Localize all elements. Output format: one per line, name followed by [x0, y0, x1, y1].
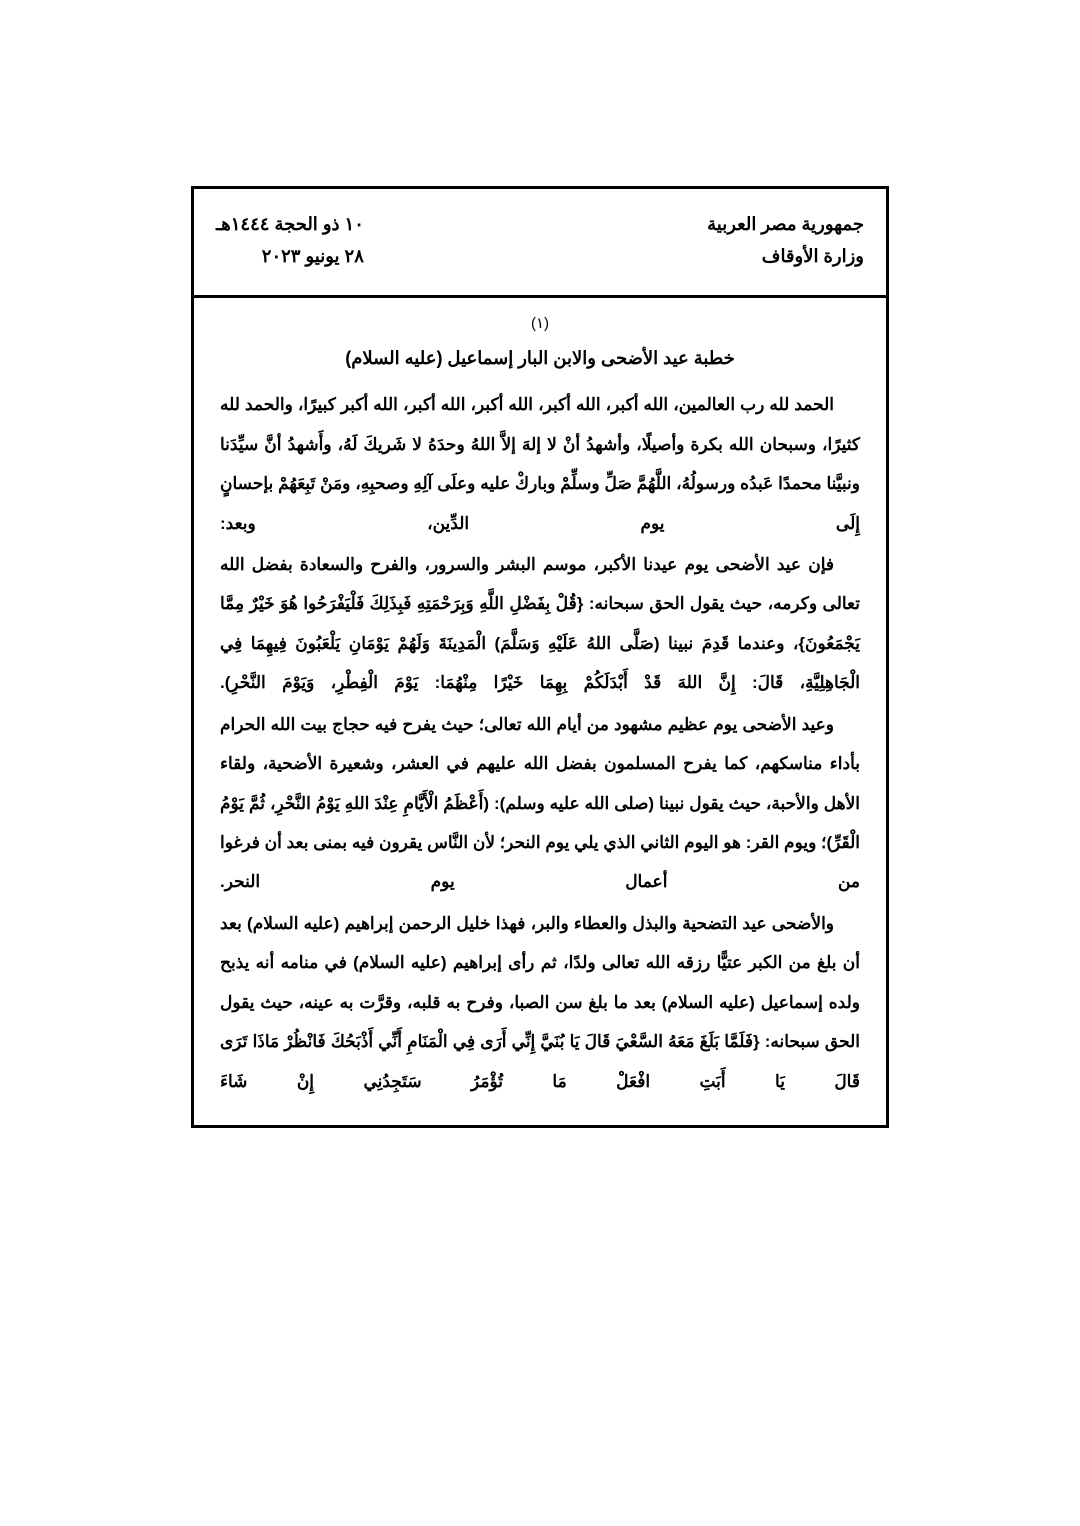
- paragraph: [220, 385, 860, 543]
- paragraph-text: والأضحى عيد التضحية والبذل والعطاء والبر، فهذا خليل الرحمن إبراهيم (عليه السلام) بعد أن بلغ من الكبر عتيًّا رزقه الله تعالى ولدًا، ثم رأى إبراهيم (عليه السلام) في منامه أنه يذبح ولده إسماعيل (عليه السلام) بعد ما بلغ سن الصبا، وفرح به قلبه، وقرَّت به عينه، حيث يقول الحق سبحانه: {فَلَمَّا بَلَغَ مَعَهُ السَّعْيَ قَالَ يَا بُنَيَّ إِنِّي أَرَى فِي الْمَنَامِ أَنِّي أَذْبَحُكَ فَانْظُرْ مَاذَا تَرَى قَالَ يَا أَبَتِ افْعَلْ مَا تُؤْمَرُ سَتَجِدُنِي إِنْ شَاءَ: [220, 913, 860, 1091]
- paragraph-text: الحمد لله رب العالمين، الله أكبر، الله أكبر، الله أكبر، الله أكبر، الله أكبر كبيرًا، والحمد لله كثيرًا، وسبحان الله بكرة وأصيلًا، وأشهدُ أنْ لا إلهَ إلاَّ اللهُ وحدَهُ لا شَريكَ لَهُ، وأَشهدُ أنَّ سيِّدَنا ونبيَّنا محمدًا عَبدُه ورسولُهُ، اللَّهُمَّ صَلِّ وسلِّمْ وباركْ عليه وعلَى آلِهِ وصحبِهِ، ومَنْ تَبِعَهُمْ بإحسانٍ إِلَى يوم الدِّين، وبعد:: [220, 395, 860, 533]
- paragraph-text: وعيد الأضحى يوم عظيم مشهود من أيام الله تعالى؛ حيث يفرح فيه حجاج بيت الله الحرام بأداء مناسكهم، كما يفرح المسلمون بفضل الله عليهم في العشر، وشعيرة الأضحية، ولقاء الأهل والأحبة، حيث يقول نبينا (صلى الله عليه وسلم): (أَعْظَمُ الْأَيَّامِ عِنْدَ اللهِ يَوْمُ النَّحْرِ، ثُمَّ يَوْمُ الْقَرِّ)؛ ويوم القر: هو اليوم الثاني الذي يلي يوم النحر؛ لأن النَّاس يقرون فيه بمنى بعد أن فرغوا من أعمال يوم النحر.: [220, 714, 860, 892]
- document-header: [191, 186, 889, 298]
- page-title: خطبة عيد الأضحى والابن البار إسماعيل (عليه السلام): [345, 348, 735, 368]
- document-body: [191, 298, 889, 1128]
- page-number: (١): [530, 315, 550, 332]
- header-ministry-line: وزارة الأوقاف: [761, 246, 864, 266]
- header-hijri-date: ١٠ ذو الحجة ١٤٤٤هـ: [216, 214, 364, 235]
- header-right-column: [707, 215, 864, 267]
- document-page: [191, 186, 889, 1128]
- header-country-line: جمهورية مصر العربية: [707, 214, 864, 235]
- header-left-column: [216, 215, 364, 267]
- paragraph: [220, 545, 860, 703]
- paragraph: [220, 904, 860, 1101]
- header-gregorian-date: ٢٨ يونيو ٢٠٢٣: [261, 246, 364, 266]
- paragraph: [220, 705, 860, 902]
- paragraph-text: فإن عيد الأضحى يوم عيدنا الأكبر، موسم البشر والسرور، والفرح والسعادة بفضل الله تعالى وكرمه، حيث يقول الحق سبحانه: {قُلْ بِفَضْلِ اللَّهِ وَبِرَحْمَتِهِ فَبِذَلِكَ فَلْيَفْرَحُوا هُوَ خَيْرٌ مِمَّا يَجْمَعُونَ}، وعندما قَدِمَ نبينا (صَلَّى اللهُ عَلَيْهِ وَسَلَّمَ) الْمَدِينَةَ وَلَهُمْ يَوْمَانِ يَلْعَبُونَ فِيهِمَا فِي الْجَاهِلِيَّةِ، قَالَ: إِنَّ اللهَ قَدْ أَبْدَلَكُمْ بِهِمَا خَيْرًا مِنْهُمَا: يَوْمَ الْفِطْرِ، وَيَوْمَ النَّحْرِ).: [220, 554, 860, 693]
